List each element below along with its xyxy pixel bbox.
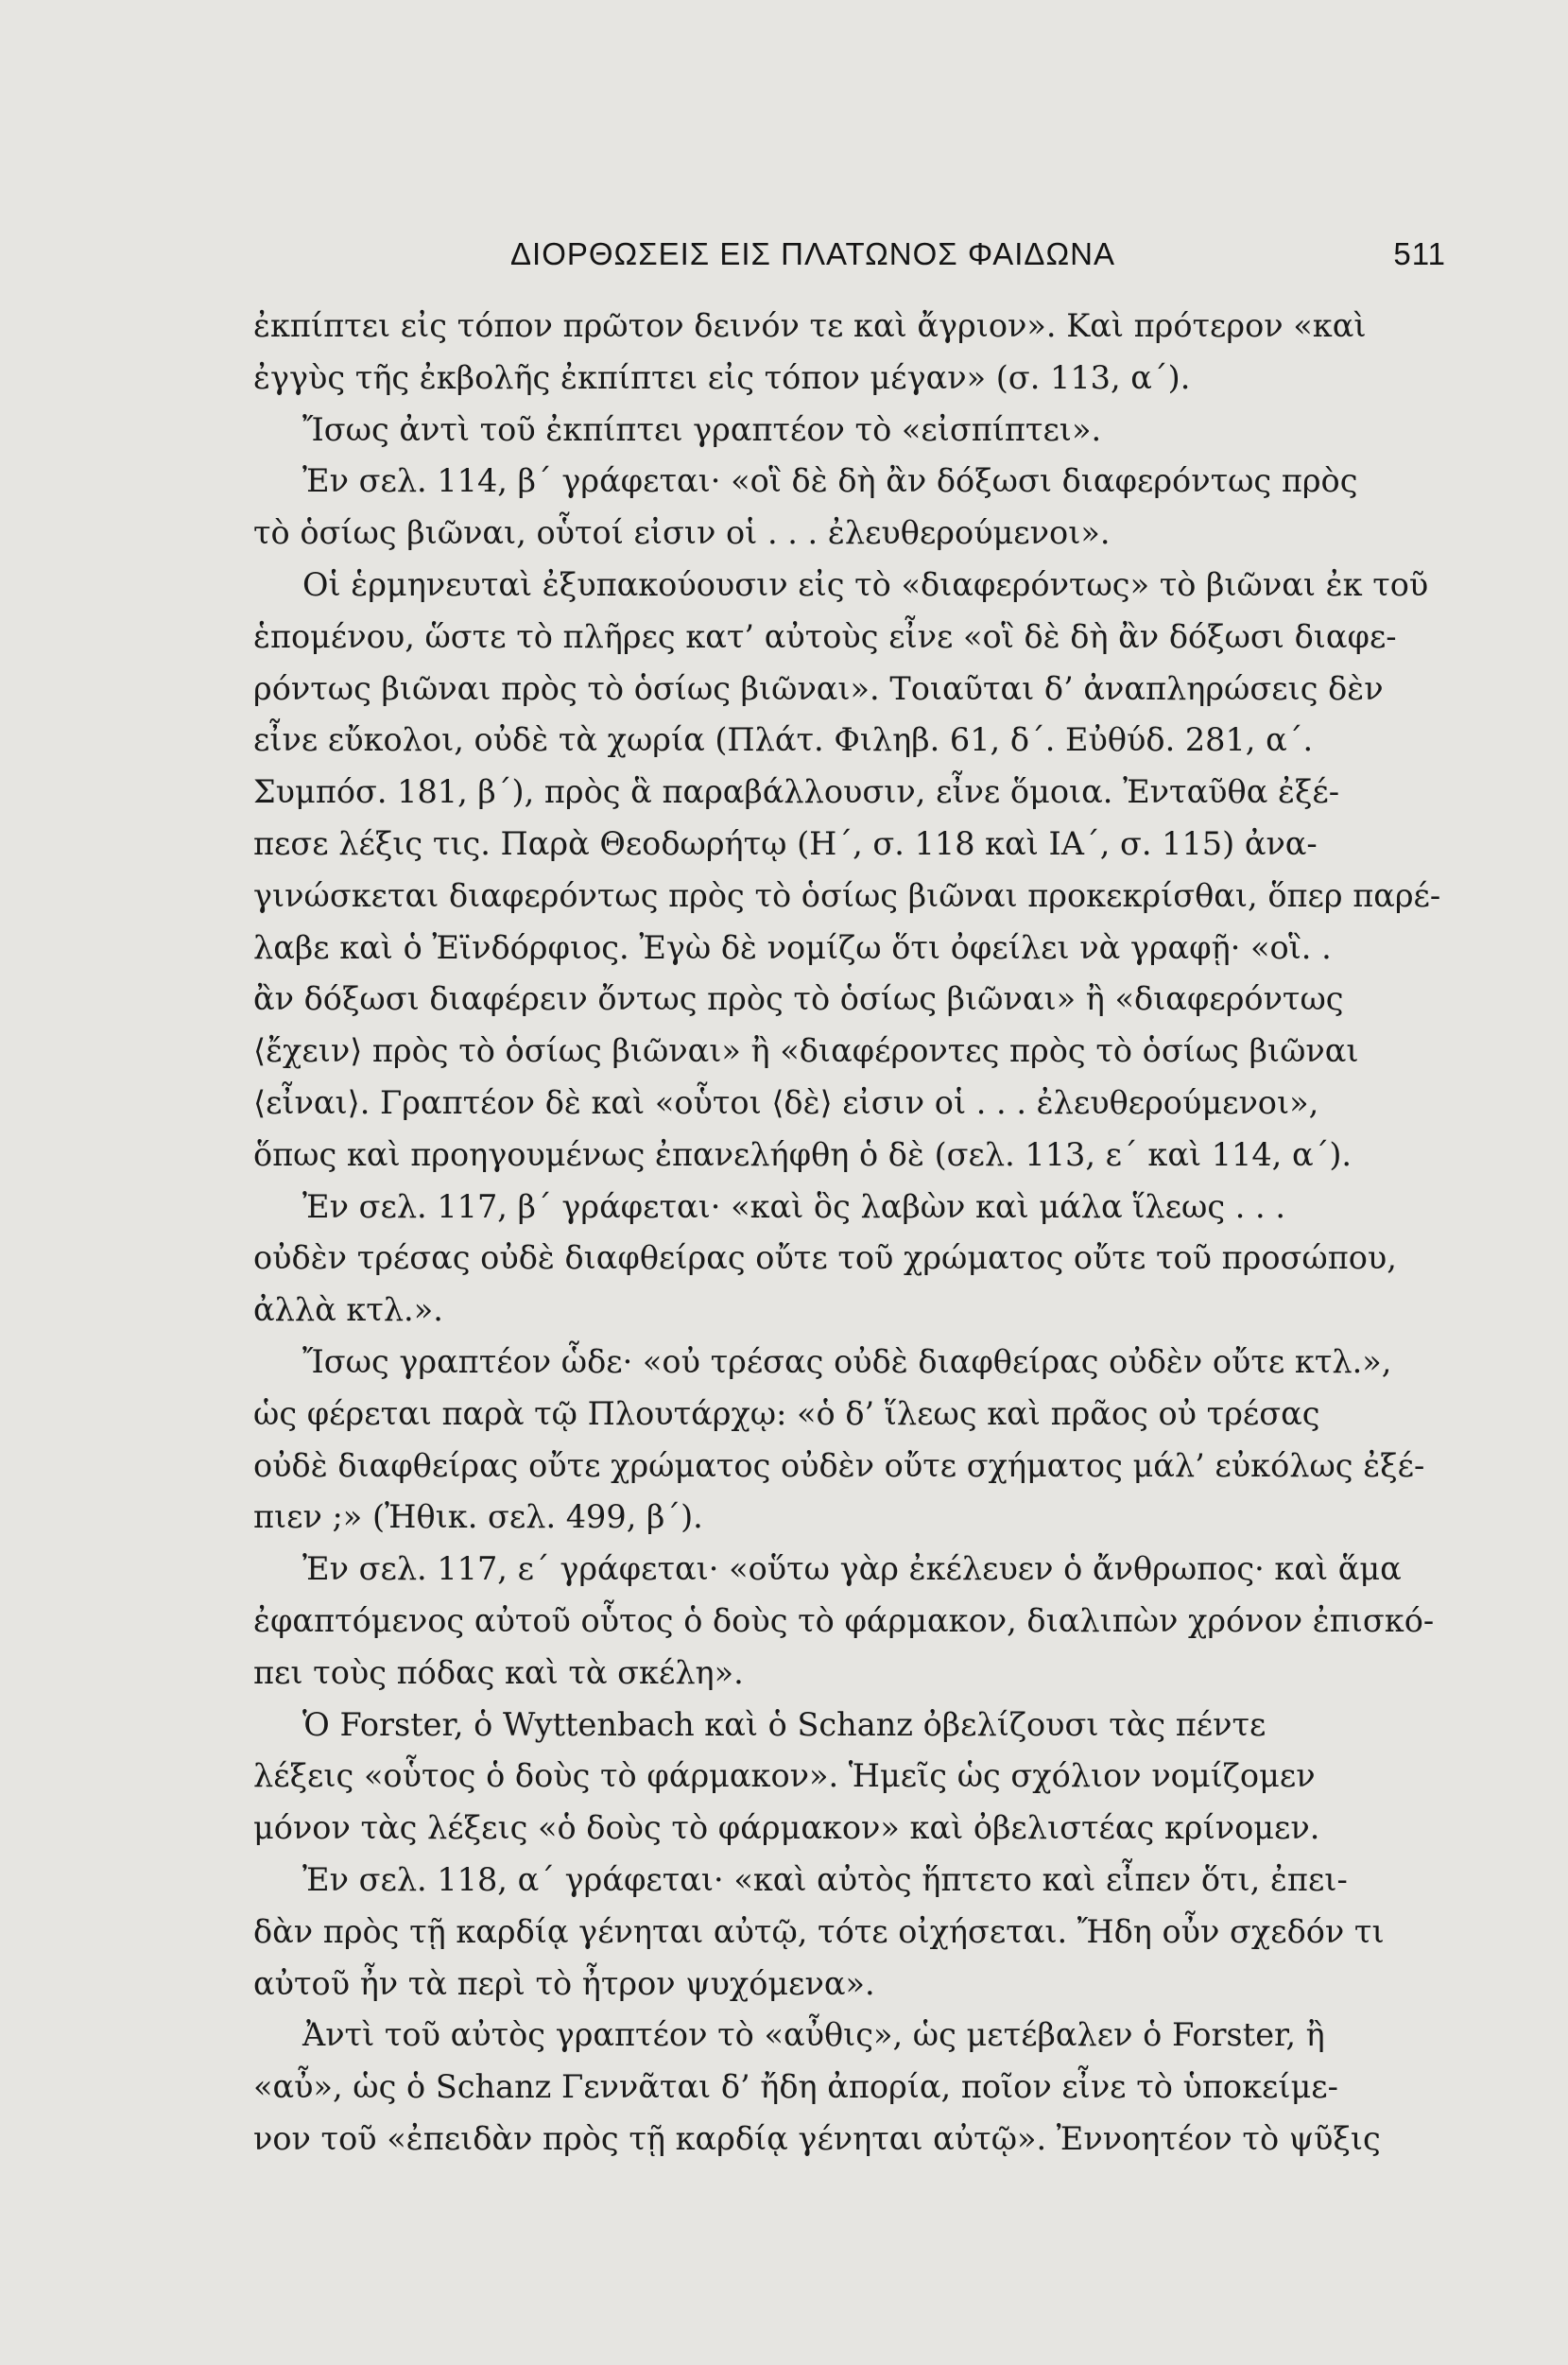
text-line: Ἴσως ἀντὶ τοῦ ἐκπίπτει γραπτέον τὸ «εἰσπίπτει».: [302, 410, 1102, 448]
text-line: ἐφαπτόμενος αὐτοῦ οὗτος ὁ δοὺς τὸ φάρμακον, διαλιπὼν χρόνον ἐπισκό-: [253, 1601, 1435, 1639]
text-line: Ἐν σελ. 118, α΄ γράφεται· «καὶ αὐτὸς ἥπτετο καὶ εἶπεν ὅτι, ἐπει-: [302, 1860, 1348, 1898]
text-line: «αὖ», ὡς ὁ Schanz Γεννᾶται δ’ ἤδη ἀπορία, ποῖον εἶνε τὸ ὑποκείμε-: [253, 2068, 1338, 2106]
text-line: ⟨ἔχειν⟩ πρὸς τὸ ὁσίως βιῶναι» ἢ «διαφέροντες πρὸς τὸ ὁσίως βιῶναι: [253, 1032, 1359, 1070]
text-line: ἀλλὰ κτλ.».: [253, 1291, 443, 1329]
text-line: μόνον τὰς λέξεις «ὁ δοὺς τὸ φάρμακον» καὶ ὀβελιστέας κρίνομεν.: [253, 1809, 1320, 1847]
text-line: γινώσκεται διαφερόντως πρὸς τὸ ὁσίως βιῶναι προκεκρίσθαι, ὅπερ παρέ-: [253, 876, 1441, 914]
page-header: [491, 236, 1446, 293]
text-line: αὐτοῦ ἦν τὰ περὶ τὸ ἦτρον ψυχόμενα».: [253, 1964, 875, 2002]
text-line: Ἀντὶ τοῦ αὐτὸς γραπτέον τὸ «αὖθις», ὡς μετέβαλεν ὁ Forster, ἢ: [302, 2016, 1325, 2054]
text-line: εἶνε εὔκολοι, οὐδὲ τὰ χωρία (Πλάτ. Φιληβ. 61, δ΄. Εὐθύδ. 281, α΄.: [253, 721, 1314, 759]
text-line: ἐκπίπτει εἰς τόπον πρῶτον δεινόν τε καὶ ἄγριον». Καὶ πρότερον «καὶ: [253, 307, 1367, 344]
text-line: ρόντως βιῶναι πρὸς τὸ ὁσίως βιῶναι». Τοιαῦται δ’ ἀναπληρώσεις δὲν: [253, 669, 1384, 707]
text-line: ὅπως καὶ προηγουμένως ἐπανελήφθη ὁ δὲ (σελ. 113, ε΄ καὶ 114, α΄).: [253, 1135, 1353, 1173]
body-text: [253, 301, 1444, 2166]
page-number: 511: [1393, 236, 1446, 271]
text-line: οὐδὲν τρέσας οὐδὲ διαφθείρας οὔτε τοῦ χρώματος οὔτε τοῦ προσώπου,: [253, 1239, 1397, 1277]
running-title: ΔΙΟΡΘΩΣΕΙΣ ΕΙΣ ΠΛΑΤΩΝΟΣ ΦΑΙΔΩΝΑ: [510, 236, 1115, 271]
text-line: πεσε λέξις τις. Παρὰ Θεοδωρήτῳ (Η΄, σ. 118 καὶ ΙΑ΄, σ. 115) ἀνα-: [253, 824, 1318, 862]
text-line: ⟨εἶναι⟩. Γραπτέον δὲ καὶ «οὗτοι ⟨δὲ⟩ εἰσιν οἱ . . . ἐλευθερούμενοι»,: [253, 1083, 1319, 1121]
text-line: Ἐν σελ. 117, β΄ γράφεται· «καὶ ὃς λαβὼν καὶ μάλα ἵλεως . . .: [302, 1187, 1285, 1225]
text-line: πει τοὺς πόδας καὶ τὰ σκέλη».: [253, 1653, 744, 1691]
text-line: Ἴσως γραπτέον ὧδε· «οὐ τρέσας οὐδὲ διαφθείρας οὐδὲν οὔτε κτλ.»,: [302, 1342, 1392, 1380]
text-line: Συμπόσ. 181, β΄), πρὸς ἃ παραβάλλουσιν, εἶνε ὅμοια. Ἐνταῦθα ἐξέ-: [253, 773, 1340, 811]
text-line: Ἐν σελ. 114, β΄ γράφεται· «οἳ δὲ δὴ ἂν δόξωσι διαφερόντως πρὸς: [302, 462, 1358, 500]
text-line: Ἐν σελ. 117, ε΄ γράφεται· «οὕτω γὰρ ἐκέλευεν ὁ ἄνθρωπος· καὶ ἅμα: [302, 1550, 1402, 1588]
text-line: νον τοῦ «ἐπειδὰν πρὸς τῇ καρδίᾳ γένηται αὐτῷ». Ἐννοητέον τὸ ψῦξις: [253, 2119, 1381, 2157]
text-line: ἂν δόξωσι διαφέρειν ὄντως πρὸς τὸ ὁσίως βιῶναι» ἢ «διαφερόντως: [253, 980, 1344, 1018]
text-line: δὰν πρὸς τῇ καρδίᾳ γένηται αὐτῷ, τότε οἰχήσεται. Ἤδη οὖν σχεδόν τι: [253, 1912, 1385, 1950]
text-line: πιεν ;» (Ἠθικ. σελ. 499, β΄).: [253, 1498, 703, 1536]
text-line: λαβε καὶ ὁ Ἐϊνδόρφιος. Ἐγὼ δὲ νομίζω ὅτι ὀφείλει νὰ γραφῇ· «οἳ. .: [253, 928, 1332, 966]
text-line: οὐδὲ διαφθείρας οὔτε χρώματος οὐδὲν οὔτε σχήματος μάλ’ εὐκόλως ἐξέ-: [253, 1446, 1425, 1484]
text-line: Ὁ Forster, ὁ Wyttenbach καὶ ὁ Schanz ὀβελίζουσι τὰς πέντε: [302, 1705, 1266, 1743]
text-line: λέξεις «οὗτος ὁ δοὺς τὸ φάρμακον». Ἡμεῖς ὡς σχόλιον νομίζομεν: [253, 1757, 1316, 1795]
text-line: τὸ ὁσίως βιῶναι, οὗτοί εἰσιν οἱ . . . ἐλευθερούμενοι».: [253, 514, 1111, 552]
text-line: ἑπομένου, ὥστε τὸ πλῆρες κατ’ αὐτοὺς εἶνε «οἳ δὲ δὴ ἂν δόξωσι διαφε-: [253, 617, 1397, 655]
text-line: Οἱ ἑρμηνευταὶ ἐξυπακούουσιν εἰς τὸ «διαφερόντως» τὸ βιῶναι ἐκ τοῦ: [302, 565, 1429, 603]
text-line: ἐγγὺς τῆς ἐκβολῆς ἐκπίπτει εἰς τόπον μέγαν» (σ. 113, α΄).: [253, 358, 1191, 396]
text-line: ὡς φέρεται παρὰ τῷ Πλουτάρχῳ: «ὁ δ’ ἵλεως καὶ πρᾶος οὐ τρέσας: [253, 1394, 1320, 1432]
